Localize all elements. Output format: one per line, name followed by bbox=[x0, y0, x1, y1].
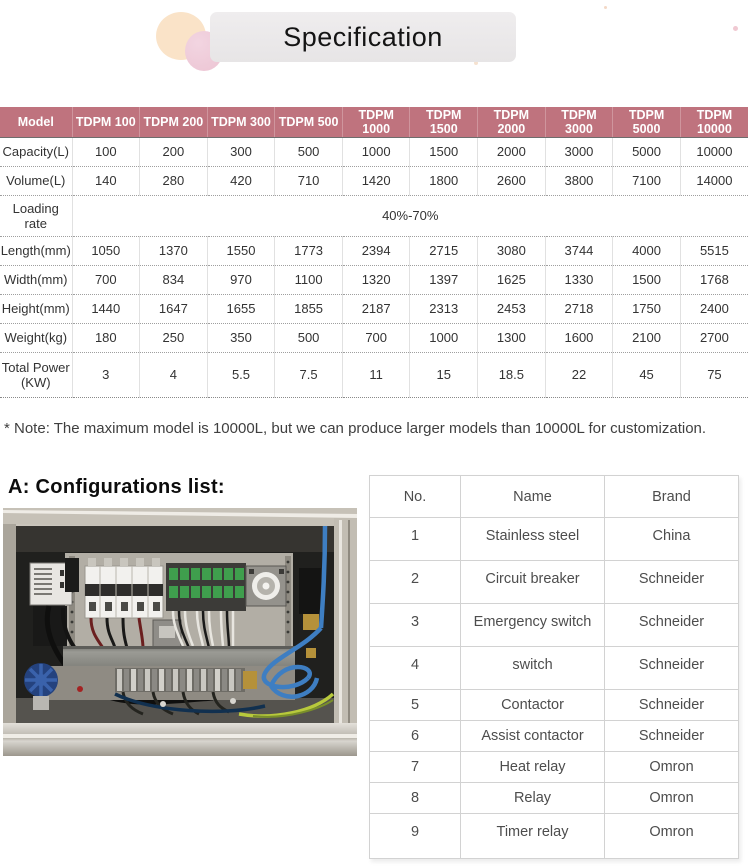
config-cell: 8 bbox=[370, 783, 461, 814]
spec-row bbox=[0, 137, 748, 166]
config-cell: Contactor bbox=[461, 690, 605, 721]
config-header-cell: Brand bbox=[605, 476, 739, 518]
config-list-heading: A: Configurations list: bbox=[8, 476, 225, 498]
sparkle-dot bbox=[604, 6, 607, 9]
config-cell: Circuit breaker bbox=[461, 561, 605, 604]
config-cell: Emergency switch bbox=[461, 604, 605, 647]
config-cell: Schneider bbox=[605, 690, 739, 721]
spec-header-cell: TDPM 1500 bbox=[410, 107, 478, 137]
spec-cell: 1500 bbox=[613, 265, 681, 294]
config-cell: 4 bbox=[370, 647, 461, 690]
note-text: * Note: The maximum model is 10000L, but we can produce larger models than 10000L for customization. bbox=[4, 420, 707, 437]
spec-cell: 5515 bbox=[680, 236, 748, 265]
spec-row bbox=[0, 294, 748, 323]
config-row bbox=[370, 783, 739, 814]
spec-cell: 700 bbox=[72, 265, 140, 294]
spec-cell: 45 bbox=[613, 352, 681, 397]
config-cell: 6 bbox=[370, 721, 461, 752]
spec-cell: 350 bbox=[207, 323, 275, 352]
config-row bbox=[370, 604, 739, 647]
spec-cell: 280 bbox=[140, 166, 208, 195]
spec-cell: 1800 bbox=[410, 166, 478, 195]
spec-cell: 2715 bbox=[410, 236, 478, 265]
config-row bbox=[370, 647, 739, 690]
spec-cell: 75 bbox=[680, 352, 748, 397]
config-header-cell: Name bbox=[461, 476, 605, 518]
config-cell: Omron bbox=[605, 752, 739, 783]
spec-cell: 1768 bbox=[680, 265, 748, 294]
config-cell: Relay bbox=[461, 783, 605, 814]
spec-cell: 7100 bbox=[613, 166, 681, 195]
config-cell: 1 bbox=[370, 518, 461, 561]
config-table-section bbox=[369, 475, 739, 859]
spec-cell: 2718 bbox=[545, 294, 613, 323]
spec-cell: 1773 bbox=[275, 236, 343, 265]
spec-cell: 2394 bbox=[342, 236, 410, 265]
spec-cell: 1420 bbox=[342, 166, 410, 195]
spec-header-model: Model bbox=[0, 107, 72, 137]
spec-row-label: Height(mm) bbox=[0, 294, 72, 323]
spec-cell: 2600 bbox=[478, 166, 546, 195]
config-cell: 9 bbox=[370, 814, 461, 859]
spec-cell: 100 bbox=[72, 137, 140, 166]
config-cell: Heat relay bbox=[461, 752, 605, 783]
config-cell: Timer relay bbox=[461, 814, 605, 859]
spec-row-label: Total Power (KW) bbox=[0, 352, 72, 397]
spec-row-label: Width(mm) bbox=[0, 265, 72, 294]
config-row bbox=[370, 814, 739, 859]
config-cell: Stainless steel bbox=[461, 518, 605, 561]
config-cell: Omron bbox=[605, 814, 739, 859]
spec-header-cell: TDPM 3000 bbox=[545, 107, 613, 137]
spec-cell: 1000 bbox=[410, 323, 478, 352]
config-cell: Assist contactor bbox=[461, 721, 605, 752]
spec-cell: 1320 bbox=[342, 265, 410, 294]
config-table-body bbox=[370, 518, 739, 859]
config-table-head bbox=[370, 476, 739, 518]
spec-cell: 2187 bbox=[342, 294, 410, 323]
spec-header-cell: TDPM 300 bbox=[207, 107, 275, 137]
spec-cell: 1100 bbox=[275, 265, 343, 294]
spec-cell: 3 bbox=[72, 352, 140, 397]
spec-cell: 1330 bbox=[545, 265, 613, 294]
spec-row bbox=[0, 236, 748, 265]
config-row bbox=[370, 690, 739, 721]
spec-header-cell: TDPM 10000 bbox=[680, 107, 748, 137]
control-cabinet-photo bbox=[3, 508, 357, 756]
spec-cell: 1370 bbox=[140, 236, 208, 265]
spec-cell: 700 bbox=[342, 323, 410, 352]
spec-cell: 970 bbox=[207, 265, 275, 294]
config-row bbox=[370, 518, 739, 561]
spec-cell: 18.5 bbox=[478, 352, 546, 397]
sparkle-dot bbox=[733, 26, 738, 31]
spec-cell: 1550 bbox=[207, 236, 275, 265]
spec-span-cell: 40%-70% bbox=[72, 195, 748, 236]
spec-row-label: Capacity(L) bbox=[0, 137, 72, 166]
spec-cell: 1647 bbox=[140, 294, 208, 323]
spec-table-body bbox=[0, 137, 748, 397]
spec-table-section bbox=[0, 107, 748, 398]
spec-cell: 1655 bbox=[207, 294, 275, 323]
config-cell: 2 bbox=[370, 561, 461, 604]
spec-cell: 2313 bbox=[410, 294, 478, 323]
spec-cell: 420 bbox=[207, 166, 275, 195]
spec-cell: 1000 bbox=[342, 137, 410, 166]
config-header-cell: No. bbox=[370, 476, 461, 518]
spec-cell: 14000 bbox=[680, 166, 748, 195]
config-cell: Schneider bbox=[605, 604, 739, 647]
spec-row-label: Volume(L) bbox=[0, 166, 72, 195]
config-row bbox=[370, 752, 739, 783]
spec-cell: 710 bbox=[275, 166, 343, 195]
spec-cell: 2100 bbox=[613, 323, 681, 352]
page-title: Specification bbox=[283, 21, 443, 52]
spec-cell: 200 bbox=[140, 137, 208, 166]
spec-cell: 1300 bbox=[478, 323, 546, 352]
config-cell: Schneider bbox=[605, 561, 739, 604]
config-cell: China bbox=[605, 518, 739, 561]
config-cell: switch bbox=[461, 647, 605, 690]
config-cell: 5 bbox=[370, 690, 461, 721]
spec-cell: 2453 bbox=[478, 294, 546, 323]
spec-row-label: Loading rate bbox=[0, 195, 72, 236]
config-row bbox=[370, 721, 739, 752]
spec-row bbox=[0, 166, 748, 195]
spec-cell: 1625 bbox=[478, 265, 546, 294]
spec-cell: 3744 bbox=[545, 236, 613, 265]
spec-cell: 140 bbox=[72, 166, 140, 195]
spec-row bbox=[0, 265, 748, 294]
config-cell: Schneider bbox=[605, 721, 739, 752]
spec-row-label: Length(mm) bbox=[0, 236, 72, 265]
spec-cell: 4000 bbox=[613, 236, 681, 265]
spec-cell: 3080 bbox=[478, 236, 546, 265]
spec-cell: 2700 bbox=[680, 323, 748, 352]
spec-cell: 500 bbox=[275, 137, 343, 166]
spec-cell: 1397 bbox=[410, 265, 478, 294]
spec-header-cell: TDPM 1000 bbox=[342, 107, 410, 137]
config-table bbox=[369, 475, 739, 859]
spec-cell: 500 bbox=[275, 323, 343, 352]
spec-cell: 2400 bbox=[680, 294, 748, 323]
spec-cell: 4 bbox=[140, 352, 208, 397]
spec-cell: 3000 bbox=[545, 137, 613, 166]
spec-table bbox=[0, 107, 748, 398]
spec-cell: 300 bbox=[207, 137, 275, 166]
config-cell: Omron bbox=[605, 783, 739, 814]
spec-row-label: Weight(kg) bbox=[0, 323, 72, 352]
config-row bbox=[370, 561, 739, 604]
spec-cell: 1440 bbox=[72, 294, 140, 323]
spec-table-head bbox=[0, 107, 748, 137]
spec-row bbox=[0, 195, 748, 236]
spec-cell: 3800 bbox=[545, 166, 613, 195]
control-cabinet-illustration bbox=[3, 508, 357, 756]
spec-cell: 1500 bbox=[410, 137, 478, 166]
spec-header-cell: TDPM 5000 bbox=[613, 107, 681, 137]
spec-cell: 5.5 bbox=[207, 352, 275, 397]
spec-cell: 7.5 bbox=[275, 352, 343, 397]
spec-cell: 22 bbox=[545, 352, 613, 397]
spec-cell: 11 bbox=[342, 352, 410, 397]
spec-cell: 1600 bbox=[545, 323, 613, 352]
spec-cell: 1050 bbox=[72, 236, 140, 265]
spec-row bbox=[0, 352, 748, 397]
spec-cell: 2000 bbox=[478, 137, 546, 166]
spec-cell: 834 bbox=[140, 265, 208, 294]
spec-cell: 250 bbox=[140, 323, 208, 352]
spec-row bbox=[0, 323, 748, 352]
spec-cell: 1855 bbox=[275, 294, 343, 323]
spec-cell: 1750 bbox=[613, 294, 681, 323]
spec-header-cell: TDPM 100 bbox=[72, 107, 140, 137]
spec-cell: 5000 bbox=[613, 137, 681, 166]
spec-header-cell: TDPM 2000 bbox=[478, 107, 546, 137]
spec-cell: 180 bbox=[72, 323, 140, 352]
spec-header-cell: TDPM 200 bbox=[140, 107, 208, 137]
title-banner bbox=[210, 12, 516, 62]
spec-header-cell: TDPM 500 bbox=[275, 107, 343, 137]
config-cell: 3 bbox=[370, 604, 461, 647]
config-cell: 7 bbox=[370, 752, 461, 783]
config-cell: Schneider bbox=[605, 647, 739, 690]
spec-cell: 15 bbox=[410, 352, 478, 397]
spec-cell: 10000 bbox=[680, 137, 748, 166]
